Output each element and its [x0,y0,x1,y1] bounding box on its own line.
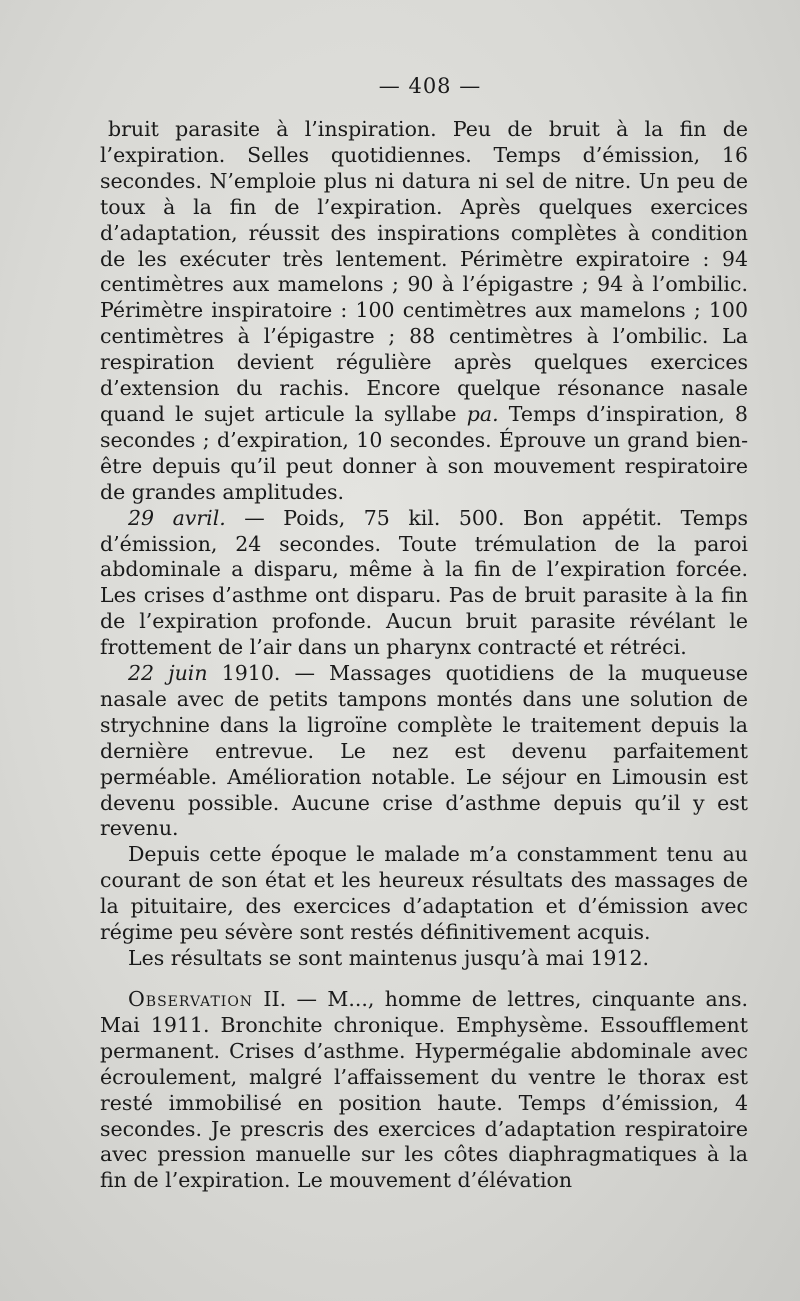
main-text [100,117,748,972]
paragraph-22-juin [100,661,748,842]
paragraph-depuis: Depuis cette époque le malade m’a constamment tenu au courant de son état et les heureux résultats des massages de la pituitaire, des exercices d’adaptation et d’émission avec régime peu sévère sont restés définitivement acquis. [100,842,748,945]
observation-section [100,987,748,1194]
paragraph-text: — Poids, 75 kil. 500. Bon appétit. Temps d’émission, 24 secondes. Toute trémulation de la paroi abdominale a disparu, même à la fin de l’expiration forcée. Les crises d’asthme ont disparu. Pas de bruit parasite à la fin de l’expiration profonde. Aucun bruit parasite révélant le frottement de l’air dans un pharynx contracté et rétréci. [100,505,748,660]
paragraph-text: 1910. — Massages quotidiens de la muqueuse nasale avec de petits tampons montés dans une solution de strychnine dans la ligroïne complète le traitement depuis la dernière entrevue. Le nez est devenu parfaitement perméable. Amélioration notable. Le séjour en Limousin est devenu possible. Aucune crise d’asthme depuis qu’il y est revenu. [100,661,748,841]
entry-date: 22 juin [128,661,208,686]
paragraph-29-avril [100,506,748,661]
paragraph-continuation [100,117,748,506]
observation-heading: Observation [128,987,254,1011]
observation-paragraph [100,987,748,1194]
paragraph-text: bruit parasite à l’inspiration. Peu de bruit à la fin de l’expiration. Selles quotidiennes. Temps d’émission, 16 secondes. N’emploie plus ni datura ni sel de nitre. Un peu de toux à la fin de l’expiration. Après quelques exercices d’adaptation, réussit des inspirations complètes à condition de les exécuter très lentement. Périmètre expiratoire : 94 centimètres aux mamelons ; 90 à l’épigastre ; 94 à l’ombilic. Périmètre inspiratoire : 100 centimètres aux mamelons ; 100 centimètres à l’épigastre ; 88 centimètres à l’ombilic. La respiration devient régulière après quelques exercices d’extension du rachis. Encore quelque résonance nasale quand le sujet articule la syllabe [100,117,748,426]
emphasis-syllable: pa. [466,401,499,426]
paragraph-resultats: Les résultats se sont maintenus jusqu’à mai 1912. [128,946,650,970]
paragraph-text-after: Temps d’inspiration, 8 secondes ; d’expiration, 10 secondes. Éprouve un grand bien-être depuis qu’il peut donner à son mouvement respiratoire de grandes amplitudes. [100,401,748,504]
page-number: — 408 — [378,74,482,98]
observation-text: II. — M..., homme de lettres, cinquante ans. Mai 1911. Bronchite chronique. Emphysème. Essoufflement permanent. Crises d’asthme. Hypermégalie abdominale avec écroulement, malgré l’affaissement du ventre le thorax est resté immobilisé en position haute. Temps d’émission, 4 secondes. Je prescris des exercices d’adaptation respiratoire avec pression manuelle sur les côtes diaphragmatiques à la fin de l’expiration. Le mouvement d’élévation [100,987,748,1193]
entry-date: 29 avril. [128,505,226,530]
